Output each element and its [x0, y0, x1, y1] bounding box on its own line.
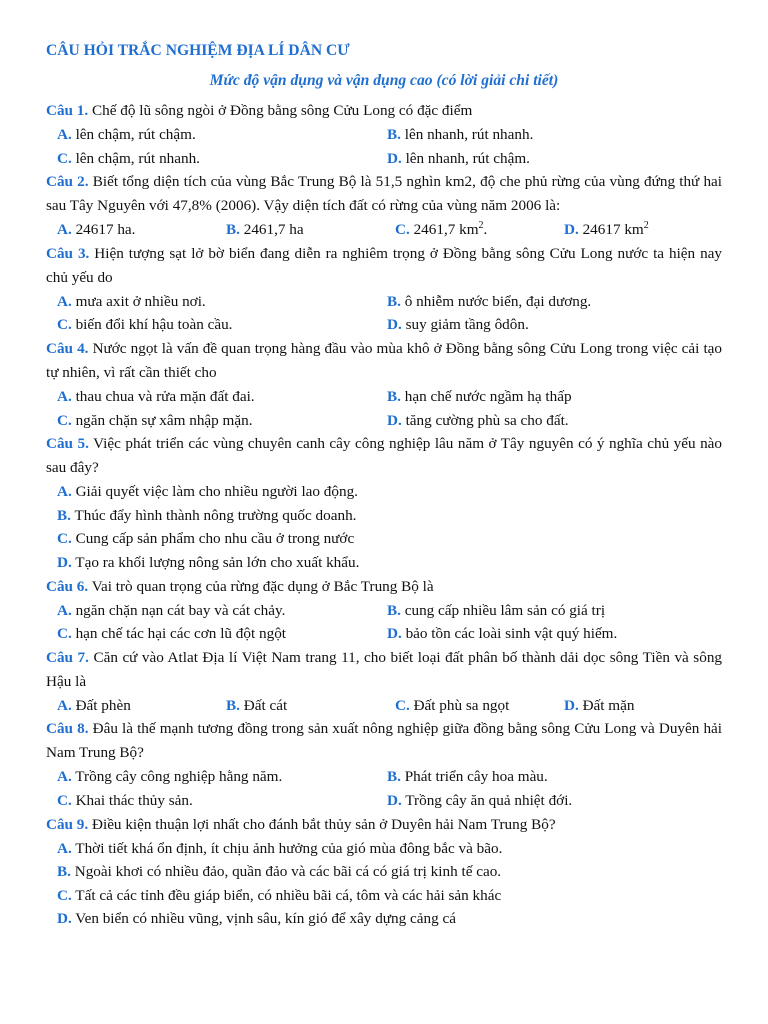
question-stem [46, 575, 722, 599]
option-text: Đất phèn [75, 696, 131, 714]
option-letter: A. [57, 601, 72, 619]
question-number: Câu 5. [46, 435, 89, 453]
answer-option [384, 765, 722, 789]
question-number: Câu 2. [46, 173, 89, 191]
option-letter: A. [57, 292, 72, 310]
option-text: suy giảm tầng ôdôn. [405, 316, 529, 334]
option-text: lên chậm, rút chậm. [75, 126, 196, 143]
question-number: Câu 8. [46, 720, 89, 738]
option-text: Cung cấp sản phẩm cho nhu cầu ở trong nước [75, 530, 355, 548]
question-stem [46, 432, 722, 480]
answer-option [384, 290, 722, 314]
option-text: biến đổi khí hậu toàn cầu. [75, 316, 233, 334]
option-letter: D. [387, 316, 402, 334]
option-letter: B. [387, 126, 401, 143]
option-text: Giải quyết việc làm cho nhiều người lao động. [75, 483, 358, 501]
question-number: Câu 9. [46, 815, 89, 833]
option-letter: B. [226, 696, 240, 714]
question-number: Câu 7. [46, 648, 89, 666]
question-4 [46, 337, 722, 432]
answer-option [46, 147, 384, 171]
option-letter: D. [564, 221, 579, 239]
answer-option [384, 385, 722, 409]
option-letter: C. [57, 149, 72, 167]
option-letter: B. [387, 601, 401, 619]
answer-options [46, 218, 722, 242]
option-text: Đất phù sa ngọt [413, 696, 510, 714]
option-text: Khai thác thủy sản. [75, 791, 193, 809]
page-title: CÂU HỎI TRẮC NGHIỆM ĐỊA LÍ DÂN CƯ [46, 42, 350, 59]
option-letter: A. [57, 221, 72, 239]
option-text: lên nhanh, rút chậm. [405, 149, 530, 167]
answer-options [46, 290, 722, 337]
question-stem [46, 170, 722, 218]
answer-option [553, 694, 722, 718]
option-letter: B. [226, 221, 240, 239]
answer-option [46, 694, 215, 718]
question-text: Biết tổng diện tích của vùng Bắc Trung Bộ là 51,5 nghìn km2, độ che phủ rừng của vùng đứng thứ hai sau Tây Nguyên với 47,8% (2006). Vậy diện tích đất có rừng của vùng năm 2006 là: [46, 173, 722, 215]
question-text: Hiện tượng sạt lở bờ biển đang diễn ra nghiêm trọng ở Đồng bằng sông Cửu Long nước ta hiện nay chủ yếu do [46, 244, 723, 286]
answer-options [46, 599, 722, 646]
answer-option [46, 860, 722, 884]
option-superscript: 2 [478, 220, 484, 232]
option-text: lên chậm, rút nhanh. [75, 149, 200, 167]
option-letter: C. [57, 411, 72, 429]
question-7 [46, 646, 722, 718]
question-3 [46, 242, 722, 337]
option-letter: C. [57, 791, 72, 809]
option-letter: C. [57, 316, 72, 334]
question-text: Vai trò quan trọng của rừng đặc dụng ở Bắc Trung Bộ là [91, 577, 434, 595]
option-text: 24617 km [582, 221, 644, 239]
page-subtitle: Mức độ vận dụng và vận dụng cao (có lời giải chi tiết) [209, 72, 559, 89]
option-letter: A. [57, 483, 72, 501]
option-text: Phát triển cây hoa màu. [404, 768, 548, 786]
option-letter: D. [57, 553, 72, 571]
answer-option [46, 409, 384, 433]
question-stem [46, 242, 722, 290]
question-number: Câu 4. [46, 339, 89, 357]
question-stem [46, 99, 722, 123]
answer-option [46, 765, 384, 789]
answer-options [46, 123, 722, 170]
option-text: 2461,7 km [413, 221, 479, 239]
option-letter: C. [57, 625, 72, 643]
question-2 [46, 170, 722, 242]
answer-options [46, 765, 722, 812]
option-letter: D. [387, 411, 402, 429]
question-number: Câu 1. [46, 102, 89, 119]
option-text: 2461,7 ha [243, 221, 304, 239]
question-6 [46, 575, 722, 646]
answer-option [46, 789, 384, 813]
answer-options [46, 837, 722, 931]
answer-option [384, 409, 722, 433]
answer-option [215, 694, 384, 718]
answer-options [46, 694, 722, 718]
answer-option [384, 218, 553, 242]
option-letter: C. [395, 696, 410, 714]
option-letter: C. [57, 886, 72, 904]
answer-option [46, 527, 722, 551]
option-text: ngăn chặn sự xâm nhập mặn. [75, 411, 253, 429]
answer-option [384, 622, 722, 646]
option-letter: B. [57, 506, 71, 524]
answer-option [46, 290, 384, 314]
answer-option [384, 313, 722, 337]
option-text: Ven biển có nhiều vũng, vịnh sâu, kín gió để xây dựng cảng cá [75, 910, 456, 928]
answer-option [46, 551, 722, 575]
option-letter: A. [57, 126, 72, 143]
option-letter: A. [57, 387, 72, 405]
question-5 [46, 432, 722, 574]
answer-option [384, 694, 553, 718]
option-letter: D. [564, 696, 579, 714]
option-letter: D. [387, 149, 402, 167]
question-stem [46, 646, 722, 694]
option-text: bảo tồn các loài sinh vật quý hiếm. [405, 625, 618, 643]
answer-option [46, 907, 722, 931]
answer-option [46, 599, 384, 623]
option-letter: D. [57, 910, 72, 928]
answer-option [384, 147, 722, 171]
option-text: cung cấp nhiều lâm sản có giá trị [404, 601, 606, 619]
option-text: 24617 ha. [75, 221, 136, 239]
option-letter: D. [387, 625, 402, 643]
option-letter: D. [387, 791, 402, 809]
option-text: lên nhanh, rút nhanh. [404, 126, 534, 143]
option-letter: C. [57, 530, 72, 548]
option-text: mưa axit ở nhiều nơi. [75, 292, 206, 310]
question-stem [46, 813, 722, 837]
answer-option [384, 123, 722, 147]
answer-option [46, 123, 384, 147]
question-text: Chế độ lũ sông ngòi ở Đồng bằng sông Cửu Long có đặc điểm [92, 102, 473, 119]
option-text: Trồng cây ăn quả nhiệt đới. [405, 791, 573, 809]
question-stem [46, 337, 722, 385]
option-text: tăng cường phù sa cho đất. [405, 411, 569, 429]
option-suffix: . [483, 221, 488, 239]
question-9 [46, 813, 722, 931]
option-text: Trồng cây công nghiệp hằng năm. [75, 768, 283, 786]
answer-options [46, 480, 722, 574]
option-text: Thúc đẩy hình thành nông trường quốc doanh. [74, 506, 357, 524]
answer-option [46, 480, 722, 504]
option-letter: B. [387, 387, 401, 405]
option-letter: A. [57, 696, 72, 714]
option-letter: B. [387, 768, 401, 786]
answer-option [46, 884, 722, 908]
option-letter: A. [57, 768, 72, 786]
option-text: Đất mặn [582, 696, 635, 714]
answer-option [46, 313, 384, 337]
question-8 [46, 717, 722, 812]
option-text: Tất cả các tỉnh đều giáp biển, có nhiều bãi cá, tôm và các hải sản khác [75, 886, 502, 904]
answer-option [553, 218, 722, 242]
option-text: hạn chế tác hại các cơn lũ đột ngột [75, 625, 287, 643]
answer-option [46, 837, 722, 861]
answer-option [46, 622, 384, 646]
option-letter: A. [57, 839, 72, 857]
question-text: Đâu là thế mạnh tương đồng trong sản xuất nông nghiệp giữa đồng bằng sông Cửu Long và Duyên hải Nam Trung Bộ? [46, 720, 722, 762]
answer-option [384, 599, 722, 623]
answer-option [46, 218, 215, 242]
option-superscript: 2 [643, 220, 649, 232]
option-text: Ngoài khơi có nhiều đảo, quần đảo và các bãi cá có giá trị kinh tế cao. [74, 863, 502, 881]
option-text: thau chua và rửa mặn đất đai. [75, 387, 255, 405]
option-text: Tạo ra khối lượng nông sản lớn cho xuất khẩu. [75, 553, 360, 571]
question-stem [46, 717, 722, 765]
question-text: Nước ngọt là vấn đề quan trọng hàng đầu vào mùa khô ở Đồng bằng sông Cửu Long trong việc cải tạo tự nhiên, vì rất cần thiết cho [46, 339, 723, 381]
answer-options [46, 385, 722, 432]
option-text: ngăn chặn nạn cát bay và cát chảy. [75, 601, 286, 619]
option-letter: B. [57, 863, 71, 881]
question-list [46, 99, 722, 931]
question-1 [46, 99, 722, 170]
option-letter: B. [387, 292, 401, 310]
option-text: ô nhiễm nước biển, đại dương. [404, 292, 592, 310]
answer-option [46, 385, 384, 409]
question-number: Câu 3. [46, 244, 90, 262]
option-letter: C. [395, 221, 410, 239]
question-text: Căn cứ vào Atlat Địa lí Việt Nam trang 11, cho biết loại đất phân bố thành dải dọc sông Tiền và sông Hậu là [46, 648, 723, 690]
answer-option [215, 218, 384, 242]
option-text: Thời tiết khá ổn định, ít chịu ảnh hưởng của gió mùa đông bắc và bão. [75, 839, 503, 857]
option-text: hạn chế nước ngầm hạ thấp [404, 387, 572, 405]
question-text: Việc phát triển các vùng chuyên canh cây công nghiệp lâu năm ở Tây nguyên có ý nghĩa chủ yếu nào sau đây? [46, 435, 722, 477]
answer-option [46, 504, 722, 528]
question-text: Điều kiện thuận lợi nhất cho đánh bắt thủy sản ở Duyên hải Nam Trung Bộ? [92, 815, 556, 833]
option-text: Đất cát [243, 696, 288, 714]
question-number: Câu 6. [46, 577, 89, 595]
answer-option [384, 789, 722, 813]
